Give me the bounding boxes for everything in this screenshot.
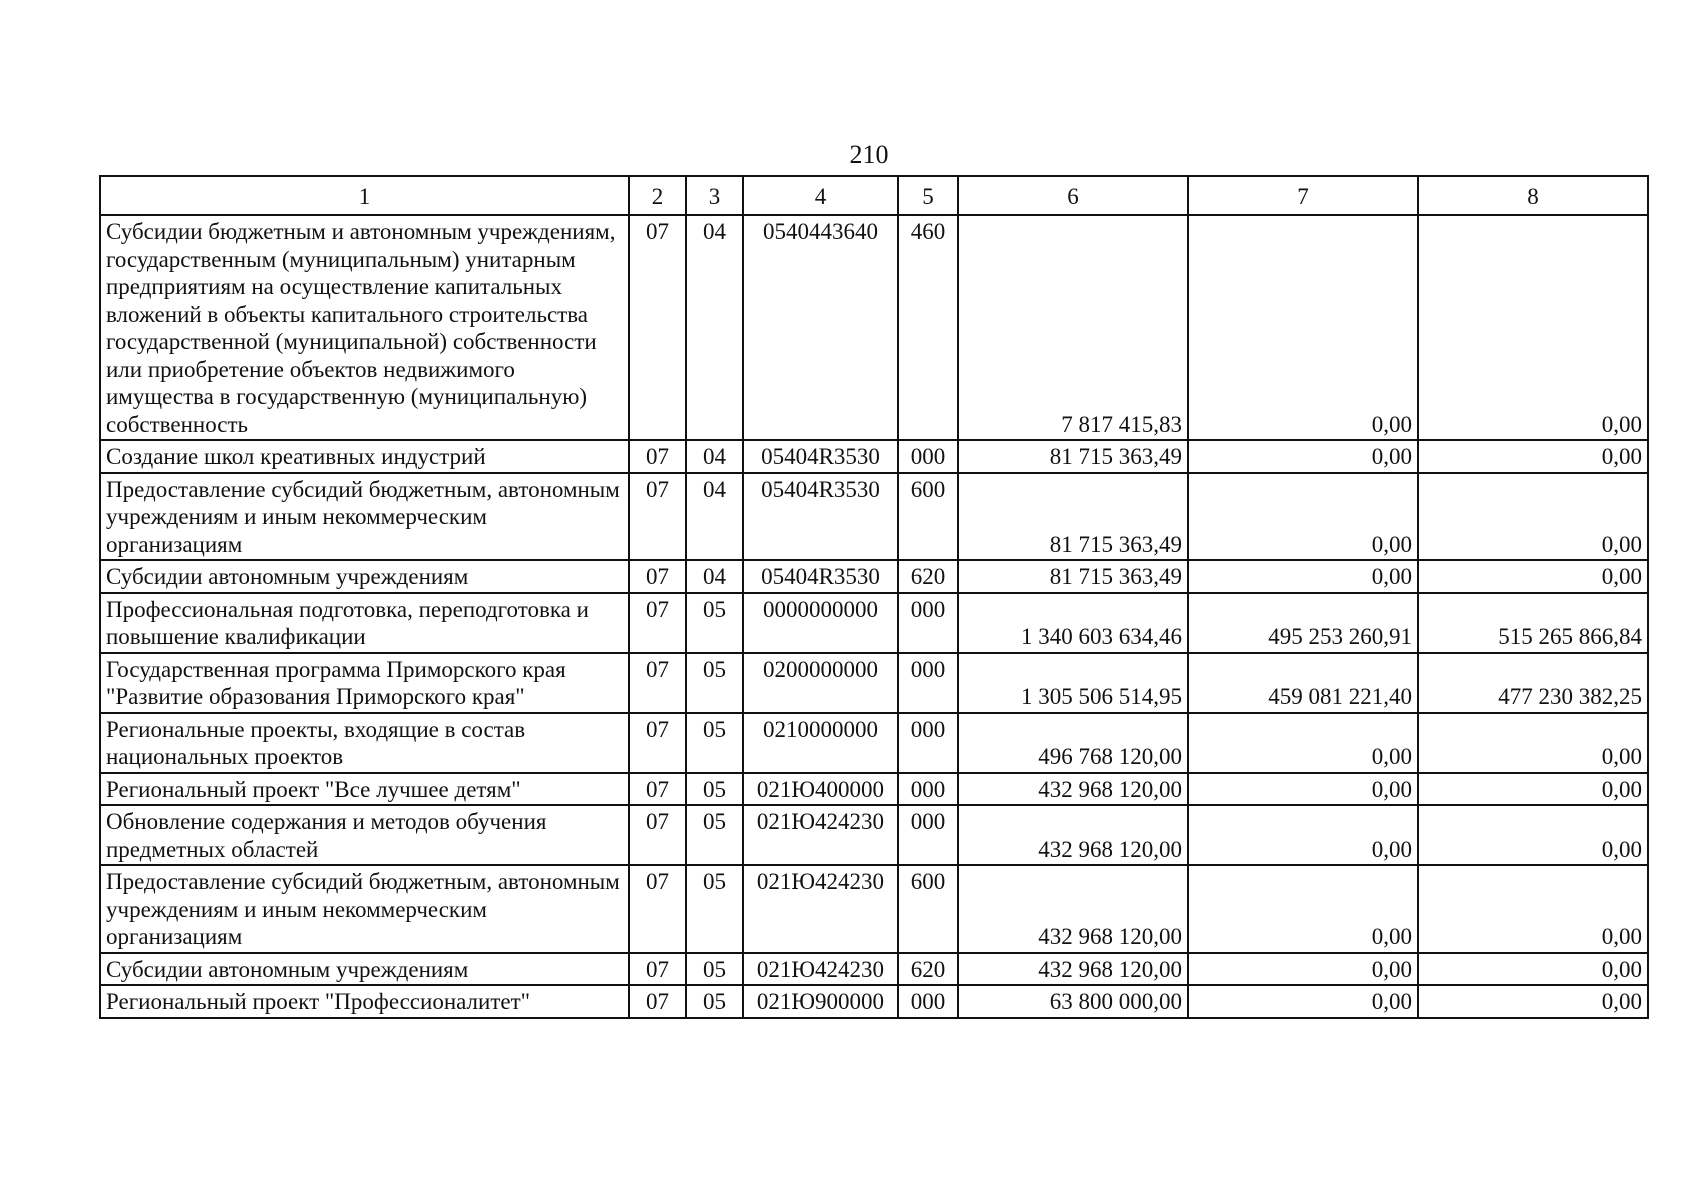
subsection-code: 05	[686, 773, 743, 806]
header-cell: 1	[100, 176, 629, 215]
amount-col7: 459 081 221,40	[1188, 653, 1418, 713]
table-row	[100, 473, 1648, 561]
amount-col8: 0,00	[1418, 713, 1648, 773]
amount-col8: 0,00	[1418, 473, 1648, 561]
amount-col8: 0,00	[1418, 805, 1648, 865]
amount-col8: 0,00	[1418, 560, 1648, 593]
amount-col7: 0,00	[1188, 985, 1418, 1018]
row-name: Обновление содержания и методов обучения предметных областей	[100, 805, 629, 865]
header-row	[100, 176, 1648, 215]
row-name: Предоставление субсидий бюджетным, автономным учреждениям и иным некоммерческим организациям	[100, 473, 629, 561]
target-code: 05404R3530	[743, 560, 898, 593]
amount-col6: 432 968 120,00	[958, 805, 1188, 865]
row-name: Профессиональная подготовка, переподготовка и повышение квалификации	[100, 593, 629, 653]
amount-col8: 0,00	[1418, 865, 1648, 953]
table-row	[100, 713, 1648, 773]
subsection-code: 05	[686, 713, 743, 773]
subsection-code: 04	[686, 440, 743, 473]
row-name: Государственная программа Приморского края "Развитие образования Приморского края"	[100, 653, 629, 713]
amount-col8: 0,00	[1418, 985, 1648, 1018]
table-row	[100, 440, 1648, 473]
amount-col7: 0,00	[1188, 953, 1418, 986]
amount-col6: 1 305 506 514,95	[958, 653, 1188, 713]
row-name: Создание школ креативных индустрий	[100, 440, 629, 473]
amount-col6: 81 715 363,49	[958, 560, 1188, 593]
amount-col6: 81 715 363,49	[958, 440, 1188, 473]
subsection-code: 04	[686, 473, 743, 561]
amount-col6: 432 968 120,00	[958, 953, 1188, 986]
table-row	[100, 773, 1648, 806]
table-row	[100, 985, 1648, 1018]
expense-type-code: 620	[898, 560, 958, 593]
expense-type-code: 000	[898, 593, 958, 653]
expense-type-code: 000	[898, 985, 958, 1018]
header-cell: 5	[898, 176, 958, 215]
row-name: Предоставление субсидий бюджетным, автономным учреждениям и иным некоммерческим организациям	[100, 865, 629, 953]
expense-type-code: 620	[898, 953, 958, 986]
subsection-code: 05	[686, 953, 743, 986]
target-code: 021Ю424230	[743, 953, 898, 986]
amount-col8: 0,00	[1418, 440, 1648, 473]
subsection-code: 05	[686, 865, 743, 953]
target-code: 021Ю424230	[743, 805, 898, 865]
amount-col7: 495 253 260,91	[1188, 593, 1418, 653]
amount-col8: 515 265 866,84	[1418, 593, 1648, 653]
amount-col7: 0,00	[1188, 560, 1418, 593]
table-row	[100, 215, 1648, 440]
target-code: 0200000000	[743, 653, 898, 713]
header-cell: 4	[743, 176, 898, 215]
target-code: 0210000000	[743, 713, 898, 773]
section-code: 07	[629, 440, 686, 473]
header-cell: 6	[958, 176, 1188, 215]
header-cell: 3	[686, 176, 743, 215]
section-code: 07	[629, 773, 686, 806]
amount-col7: 0,00	[1188, 713, 1418, 773]
section-code: 07	[629, 805, 686, 865]
amount-col6: 432 968 120,00	[958, 773, 1188, 806]
amount-col6: 81 715 363,49	[958, 473, 1188, 561]
page-number: 210	[849, 140, 889, 169]
row-name: Субсидии автономным учреждениям	[100, 953, 629, 986]
expense-type-code: 600	[898, 473, 958, 561]
subsection-code: 04	[686, 560, 743, 593]
amount-col6: 63 800 000,00	[958, 985, 1188, 1018]
section-code: 07	[629, 215, 686, 440]
budget-table	[99, 175, 1649, 1019]
target-code: 05404R3530	[743, 440, 898, 473]
amount-col6: 1 340 603 634,46	[958, 593, 1188, 653]
amount-col7: 0,00	[1188, 215, 1418, 440]
amount-col8: 0,00	[1418, 215, 1648, 440]
section-code: 07	[629, 473, 686, 561]
amount-col7: 0,00	[1188, 440, 1418, 473]
table-row	[100, 953, 1648, 986]
amount-col8: 477 230 382,25	[1418, 653, 1648, 713]
row-name: Региональный проект "Профессионалитет"	[100, 985, 629, 1018]
header-cell: 7	[1188, 176, 1418, 215]
expense-type-code: 600	[898, 865, 958, 953]
table-row	[100, 593, 1648, 653]
subsection-code: 05	[686, 653, 743, 713]
subsection-code: 05	[686, 985, 743, 1018]
table-row	[100, 560, 1648, 593]
target-code: 021Ю400000	[743, 773, 898, 806]
section-code: 07	[629, 560, 686, 593]
row-name: Субсидии автономным учреждениям	[100, 560, 629, 593]
target-code: 021Ю424230	[743, 865, 898, 953]
amount-col7: 0,00	[1188, 865, 1418, 953]
expense-type-code: 000	[898, 805, 958, 865]
row-name: Субсидии бюджетным и автономным учреждениям, государственным (муниципальным) унитарным предприятиям на осуществление капитальных вложений в объекты капитального строительства государственной (муниципальной) собственности или приобретение объектов недвижимого имущества в государственную (муниципальную) собственность	[100, 215, 629, 440]
header-cell: 2	[629, 176, 686, 215]
section-code: 07	[629, 593, 686, 653]
amount-col8: 0,00	[1418, 953, 1648, 986]
section-code: 07	[629, 953, 686, 986]
amount-col6: 496 768 120,00	[958, 713, 1188, 773]
amount-col7: 0,00	[1188, 473, 1418, 561]
target-code: 0000000000	[743, 593, 898, 653]
table-row	[100, 805, 1648, 865]
table-row	[100, 653, 1648, 713]
subsection-code: 05	[686, 593, 743, 653]
amount-col7: 0,00	[1188, 773, 1418, 806]
row-name: Региональный проект "Все лучшее детям"	[100, 773, 629, 806]
amount-col7: 0,00	[1188, 805, 1418, 865]
subsection-code: 04	[686, 215, 743, 440]
amount-col6: 432 968 120,00	[958, 865, 1188, 953]
expense-type-code: 000	[898, 653, 958, 713]
target-code: 0540443640	[743, 215, 898, 440]
expense-type-code: 000	[898, 440, 958, 473]
amount-col6: 7 817 415,83	[958, 215, 1188, 440]
header-cell: 8	[1418, 176, 1648, 215]
table-row	[100, 865, 1648, 953]
section-code: 07	[629, 653, 686, 713]
section-code: 07	[629, 985, 686, 1018]
section-code: 07	[629, 713, 686, 773]
target-code: 05404R3530	[743, 473, 898, 561]
target-code: 021Ю900000	[743, 985, 898, 1018]
expense-type-code: 000	[898, 773, 958, 806]
subsection-code: 05	[686, 805, 743, 865]
expense-type-code: 000	[898, 713, 958, 773]
section-code: 07	[629, 865, 686, 953]
row-name: Региональные проекты, входящие в состав национальных проектов	[100, 713, 629, 773]
amount-col8: 0,00	[1418, 773, 1648, 806]
expense-type-code: 460	[898, 215, 958, 440]
